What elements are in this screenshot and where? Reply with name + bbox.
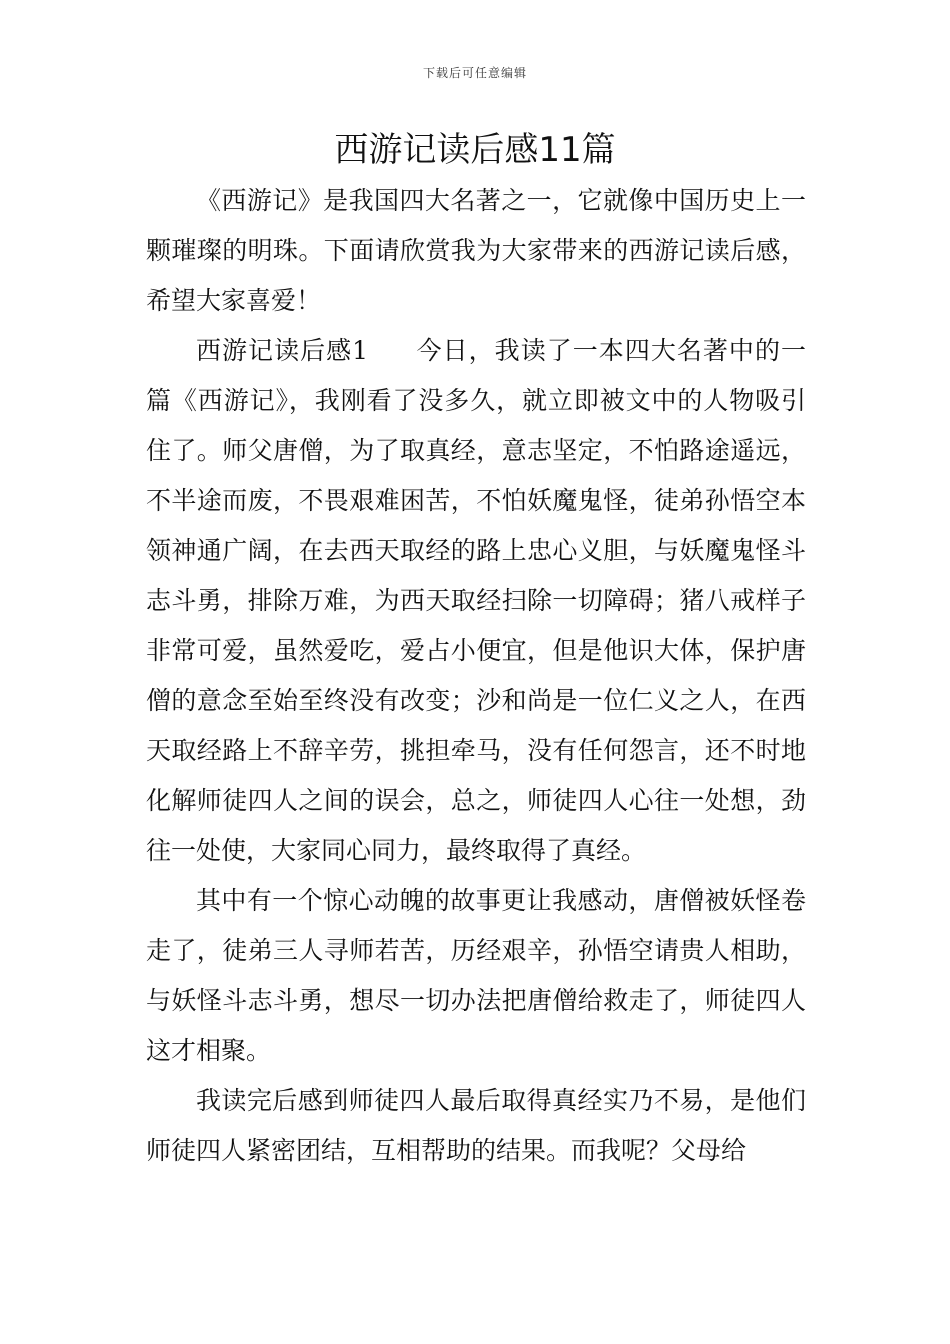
section-1-paragraph-3: 我读完后感到师徒四人最后取得真经实乃不易，是他们师徒四人紧密团结，互相帮助的结果。而我呢？父母给 — [146, 1086, 806, 1165]
section-1-paragraph-1-text: 今日，我读了一本四大名著中的一篇《西游记》，我刚看了没多久，就立即被文中的人物吸引住了。师父唐僧，为了取真经，意志坚定，不怕路途遥远，不半途而废，不畏艰难困苦，不怕妖魔鬼怪，徒弟孙悟空本领神通广阔，在去西天取经的路上忠心义胆，与妖魔鬼怪斗志斗勇，排除万难，为西天取经扫除一切障碍；猪八戒样子非常可爱，虽然爱吃，爱占小便宜，但是他识大体，保护唐僧的意念至始至终没有改变；沙和尚是一位仁义之人，在西天取经路上不辞辛劳，挑担牵马，没有任何怨言，还不时地化解师徒四人之间的误会，总之，师徒四人心往一处想，劲往一处使，大家同心同力，最终取得了真经。 — [146, 336, 806, 865]
section-1-paragraph-2: 其中有一个惊心动魄的故事更让我感动，唐僧被妖怪卷走了，徒弟三人寻师若苦，历经艰辛，孙悟空请贵人相助，与妖怪斗志斗勇，想尽一切办法把唐僧给救走了，师徒四人这才相聚。 — [146, 886, 806, 1065]
page-title: 西游记读后感11篇 — [334, 130, 616, 170]
document-body — [146, 176, 806, 1176]
section-1-paragraph-1 — [146, 326, 806, 876]
header-note: 下载后可任意编辑 — [422, 66, 527, 80]
intro-paragraph: 《西游记》是我国四大名著之一，它就像中国历史上一颗璀璨的明珠。下面请欣赏我为大家带来的西游记读后感，希望大家喜爱！ — [146, 186, 806, 315]
section-1-title: 西游记读后感1 — [196, 336, 369, 365]
